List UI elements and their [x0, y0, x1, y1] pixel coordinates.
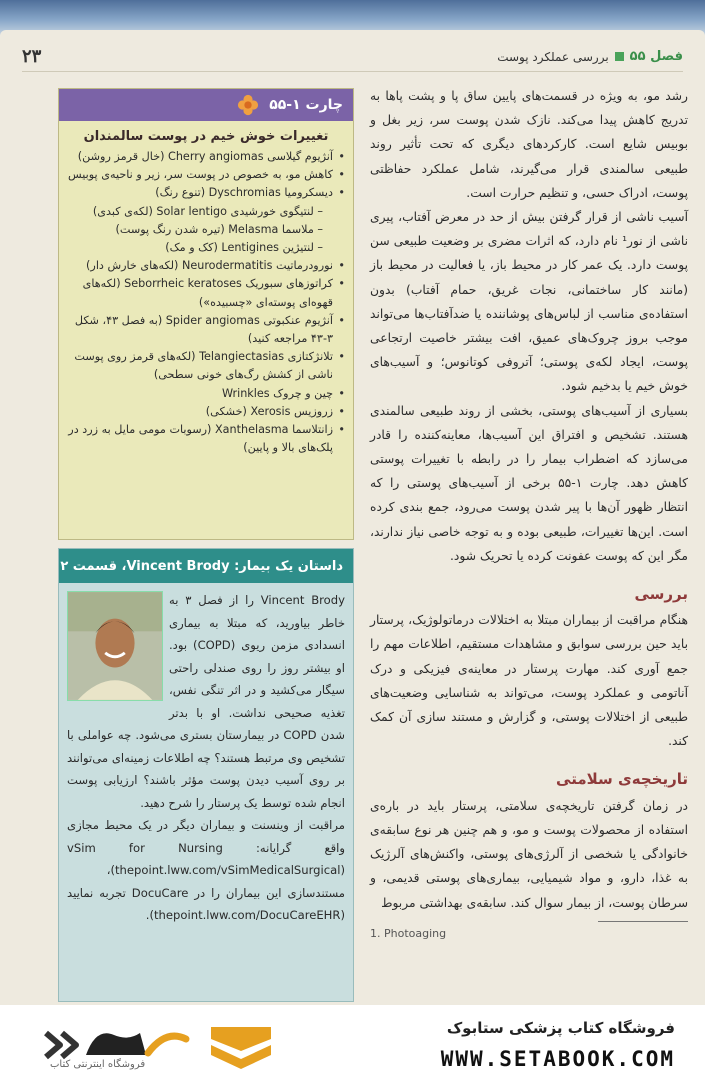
paragraph: مراقبت از وینسنت و بیماران دیگر در یک محیط مجازی واقع گرایانه: vSim for Nursing (thepoint.lww.com/vSimMedicalSurgical)، مستندسازی این بیماران را در DocuCare تجربه نمایید (thepoint.lww.com/DocuCareEHR). [67, 818, 345, 922]
list-subitem: – لنتیژین Lentigines (کک و مک) [165, 241, 323, 255]
section-heading-health-history: تاریخچه‌ی سلامتی [556, 770, 688, 789]
patient-story-box [58, 548, 354, 1002]
page-header [22, 42, 683, 72]
paragraph: بسیاری از آسیب‌های پوستی، بخشی از روند طبیعی سالمندی هستند. تشخیص و افتراق این آسیب‌ها، معاینه‌کننده را قادر می‌سازد که اضطراب بیمار را در رابطه با تغییرات پوستی کاهش دهد. چارت ۱-۵۵ برخی از آسیب‌های پوستی را که انتظار ظهور آن‌ها با پیر شدن پوست می‌رود، جمع بندی کرده است. این‌ها تغییرات، طبیعی بوده و به توجه خاصی نیاز ندارند، مگر این که پوست عفونت کرده یا تحریک شود. [370, 403, 688, 563]
flower-icon [237, 94, 259, 116]
square-bullet-icon [615, 52, 624, 61]
chapter-title: بررسی عملکرد پوست [497, 49, 609, 64]
list-item: • آنژیوم گیلاسی Cherry angiomas (خال قرمز روشن) [67, 148, 345, 166]
chapter-label: فصل ۵۵ [629, 49, 683, 64]
patient-portrait-image [67, 591, 163, 701]
chart-list [59, 148, 353, 457]
footnote: 1. Photoaging [370, 926, 447, 940]
list-item: • دیسکرومیا Dyschromias (تنوع رنگ) [67, 184, 345, 202]
list-item: • زانتلاسما Xanthelasma (رسوبات مومی مایل به زرد در پلک‌های بالا و پایین) [67, 421, 345, 457]
chart-label: چارت ۱-۵۵ [269, 97, 343, 113]
list-item: • آنژیوم عنکبوتی Spider angiomas (به فصل ۴۳، شکل ۳-۴۳ مراجعه کنید) [67, 312, 345, 348]
list-item: • کاهش مو، به خصوص در پوست سر، زیر و ناحیه‌ی پوبیس [67, 166, 345, 184]
paragraph: هنگام مراقبت از بیماران مبتلا به اختلالات درماتولوژیک، پرستار باید حین بررسی سوابق و مشاهدات مستقیم، اطلاعات مهم را جمع آوری کند. مهارت پرستار در معاینه‌ی فیزیکی و درک آناتومی و عملکرد پوست، می‌تواند به شناسایی وضعیت‌های طبیعی از اختلالات پوستی، و گزارش و مستند سازی آن کمک کند. [370, 613, 688, 749]
patient-story-body [59, 583, 353, 927]
paragraph: آسیب ناشی از قرار گرفتن بیش از حد در معرض آفتاب، پیری ناشی از نور¹ نام دارد، که اثرات مضری بر وضعیت طبیعی سن پوست دارد. یک عمر کار در محیط باز، یا فعالیت در محیط باز (مانند کار ساختمانی، نجات غریق، حمام آفتاب) بدون استفاده‌ی مناسب از لباس‌های پوشاننده یا ضدآفتاب‌ها می‌تواند موجب بروز چروک‌های عمیق، افت بیشتر خاصیت ارتجاعی پوست، ایجاد لکه‌ی پوستی؛ آتروفی کوتانوس؛ و آسیب‌های خوش خیم یا بدخیم شود. [370, 210, 688, 394]
patient-story-header: داستان یک بیمار: Vincent Brody، قسمت ۲ [59, 549, 353, 583]
store-url[interactable]: WWW.SETABOOK.COM [440, 1047, 675, 1071]
section-heading-assessment: بررسی [634, 585, 688, 604]
main-text-column [370, 84, 688, 946]
list-subitem: – ملاسما Melasma (تیره شدن رنگ پوست) [115, 222, 323, 236]
list-item: • کراتوزهای سبوریک Seborrheic keratoses (لکه‌های قهوه‌ای پوسته‌ای «چسبیده») [67, 275, 345, 311]
paragraph: در زمان گرفتن تاریخچه‌ی سلامتی، پرستار باید در باره‌ی استفاده از محصولات پوست و مو، و هم چنین هر نوع سابقه‌ی خانوادگی یا شخصی از آلرژی‌های پوستی، واکنش‌های آلرژیک به غذا، دارو، و مواد شیمیایی، بیماری‌های پوستی قدیمی، و سرطان پوست، از بیمار سوال کند. سابقه‌ی بهداشتی مربوط [370, 798, 688, 910]
logo-subtitle: فروشگاه اینترنتی کتاب [50, 1059, 146, 1070]
page-number: ۲۳ [22, 46, 42, 67]
chart-box [58, 88, 354, 540]
store-footer [0, 1005, 705, 1080]
list-item: • زروزیس Xerosis (خشکی) [67, 403, 345, 421]
list-item: • نورودرماتیت Neurodermatitis (لکه‌های خارش دار) [67, 257, 345, 275]
store-name: فروشگاه کتاب پزشکی ستابوک [446, 1019, 675, 1037]
list-item: • تلانژکتازی Telangiectasias (لکه‌های قرمز روی پوست ناشی از کشش رگ‌های خونی سطحی) [67, 348, 345, 384]
paragraph: رشد مو، به ویژه در قسمت‌های پایین ساق پا و پشت پاها به تدریج کاهش پیدا می‌کند. نازک شدن پوست سر، زیر بغل و بوبیس شایع است. کارکردهای دیگری که تحت تأثیر روند طبیعی سالمندی قرار می‌گیرند، شامل عملکرد حفاظتی پوست، ادراک حسی، و تنظیم حرارت است. [370, 89, 688, 200]
list-item: • چین و چروک Wrinkles [67, 385, 345, 403]
chart-header [59, 89, 353, 121]
list-subitem: – لنتیگوی خورشیدی Solar lentigo (لکه‌ی کبدی) [92, 204, 323, 218]
chart-title: تغییرات خوش خیم در پوست سالمندان [83, 129, 329, 144]
paragraph: Vincent Brody را از فصل ۳ به خاطر بیاورید، که مبتلا به بیماری انسدادی مزمن ریوی (COPD) بود. او بیشتر روز را روی صندلی راحتی سیگار می‌کشید و در اثر تنگی نفس، تغذیه صحیحی نداشت. او با بدتر شدن COPD در بیمارستان بستری می‌شود. چه عواملی با تشخیص وی مرتبط هستند؟ چه اطلاعات زمینه‌ای می‌توانند بر روی آسیب دیدن پوست مؤثر باشند؟ ارزیابی پوست انجام شده توسط یک پرستار را شرح دهید. [67, 593, 346, 810]
